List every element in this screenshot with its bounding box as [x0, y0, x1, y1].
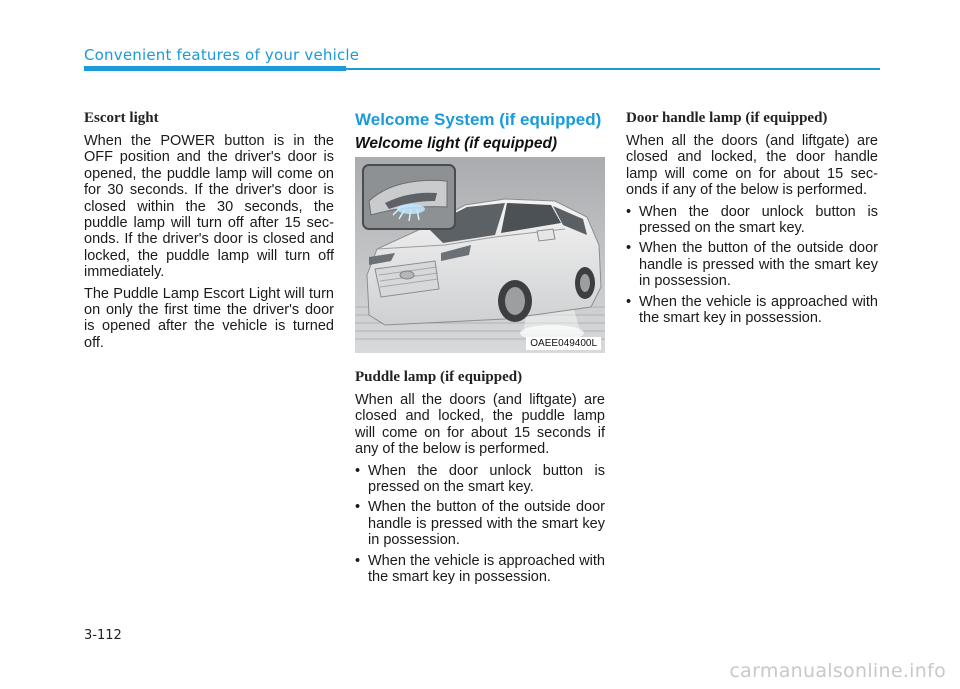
door-handle-lamp-heading: Door handle lamp (if equipped) [626, 110, 828, 126]
bullet-icon: • [355, 462, 361, 479]
list-item [355, 553, 605, 586]
puddle-lamp-heading: Puddle lamp (if equipped) [355, 369, 523, 385]
list-item [355, 463, 605, 496]
header-title: Convenient features of your vehicle [84, 46, 360, 64]
header-rule-thick [84, 66, 346, 71]
welcome-system-title: Welcome System (if equipped) [355, 110, 602, 129]
car-puddle-lamp-illustration [355, 157, 605, 353]
list-item [626, 204, 878, 237]
page-number: 3-112 [84, 628, 122, 643]
column-escort-light [84, 110, 334, 356]
bullet-text: When the vehicle is approached with the smart key in possession. [639, 293, 878, 327]
car-illustration [355, 157, 605, 353]
puddle-lamp-paragraph: When all the doors (and liftgate) are closed and locked, the puddle lamp will come on for about 15 seconds if any of the below is performed. [355, 392, 605, 458]
bullet-text: When the door unlock button is pressed on the smart key. [639, 203, 878, 237]
column-welcome-system [355, 110, 605, 589]
door-handle-lamp-paragraph: When all the doors (and liftgate) are closed and locked, the door handle lamp will come on for about 15 sec-onds if any of the below is performed. [626, 133, 878, 199]
header-rule-thin [346, 68, 880, 70]
bullet-icon: • [355, 499, 361, 516]
bullet-text: When the button of the outside door handle is pressed with the smart key in possession. [368, 499, 605, 549]
bullet-text: When the door unlock button is pressed on the smart key. [368, 462, 605, 496]
door-handle-lamp-bullet-list [626, 204, 878, 327]
escort-light-heading: Escort light [84, 110, 159, 126]
escort-light-paragraph-2: The Puddle Lamp Escort Light will turn on only the first time the driver's door is opened after the vehicle is turned off. [84, 285, 334, 351]
list-item [626, 294, 878, 327]
column-door-handle-lamp [626, 110, 878, 330]
bullet-icon: • [355, 552, 361, 569]
puddle-lamp-bullet-list [355, 463, 605, 586]
bullet-icon: • [626, 240, 632, 257]
figure-code: OAEE049400L [526, 337, 601, 350]
escort-light-paragraph-1: When the POWER button is in the OFF position and the driver's door is opened, the puddle lamp will come on for 30 seconds. If the driver's door is closed within the 30 seconds, the puddle lamp will turn off after 15 sec-onds. If the driver's door is closed and locked, the puddle lamp will turn off immediately. [84, 133, 334, 281]
watermark: carmanualsonline.info [729, 660, 946, 682]
bullet-text: When the button of the outside door handle is pressed with the smart key in possession. [639, 240, 878, 290]
bullet-icon: • [626, 203, 632, 220]
welcome-light-subtitle: Welcome light (if equipped) [355, 135, 558, 152]
list-item [355, 499, 605, 548]
bullet-text: When the vehicle is approached with the smart key in possession. [368, 552, 605, 586]
bullet-icon: • [626, 293, 632, 310]
list-item [626, 240, 878, 289]
